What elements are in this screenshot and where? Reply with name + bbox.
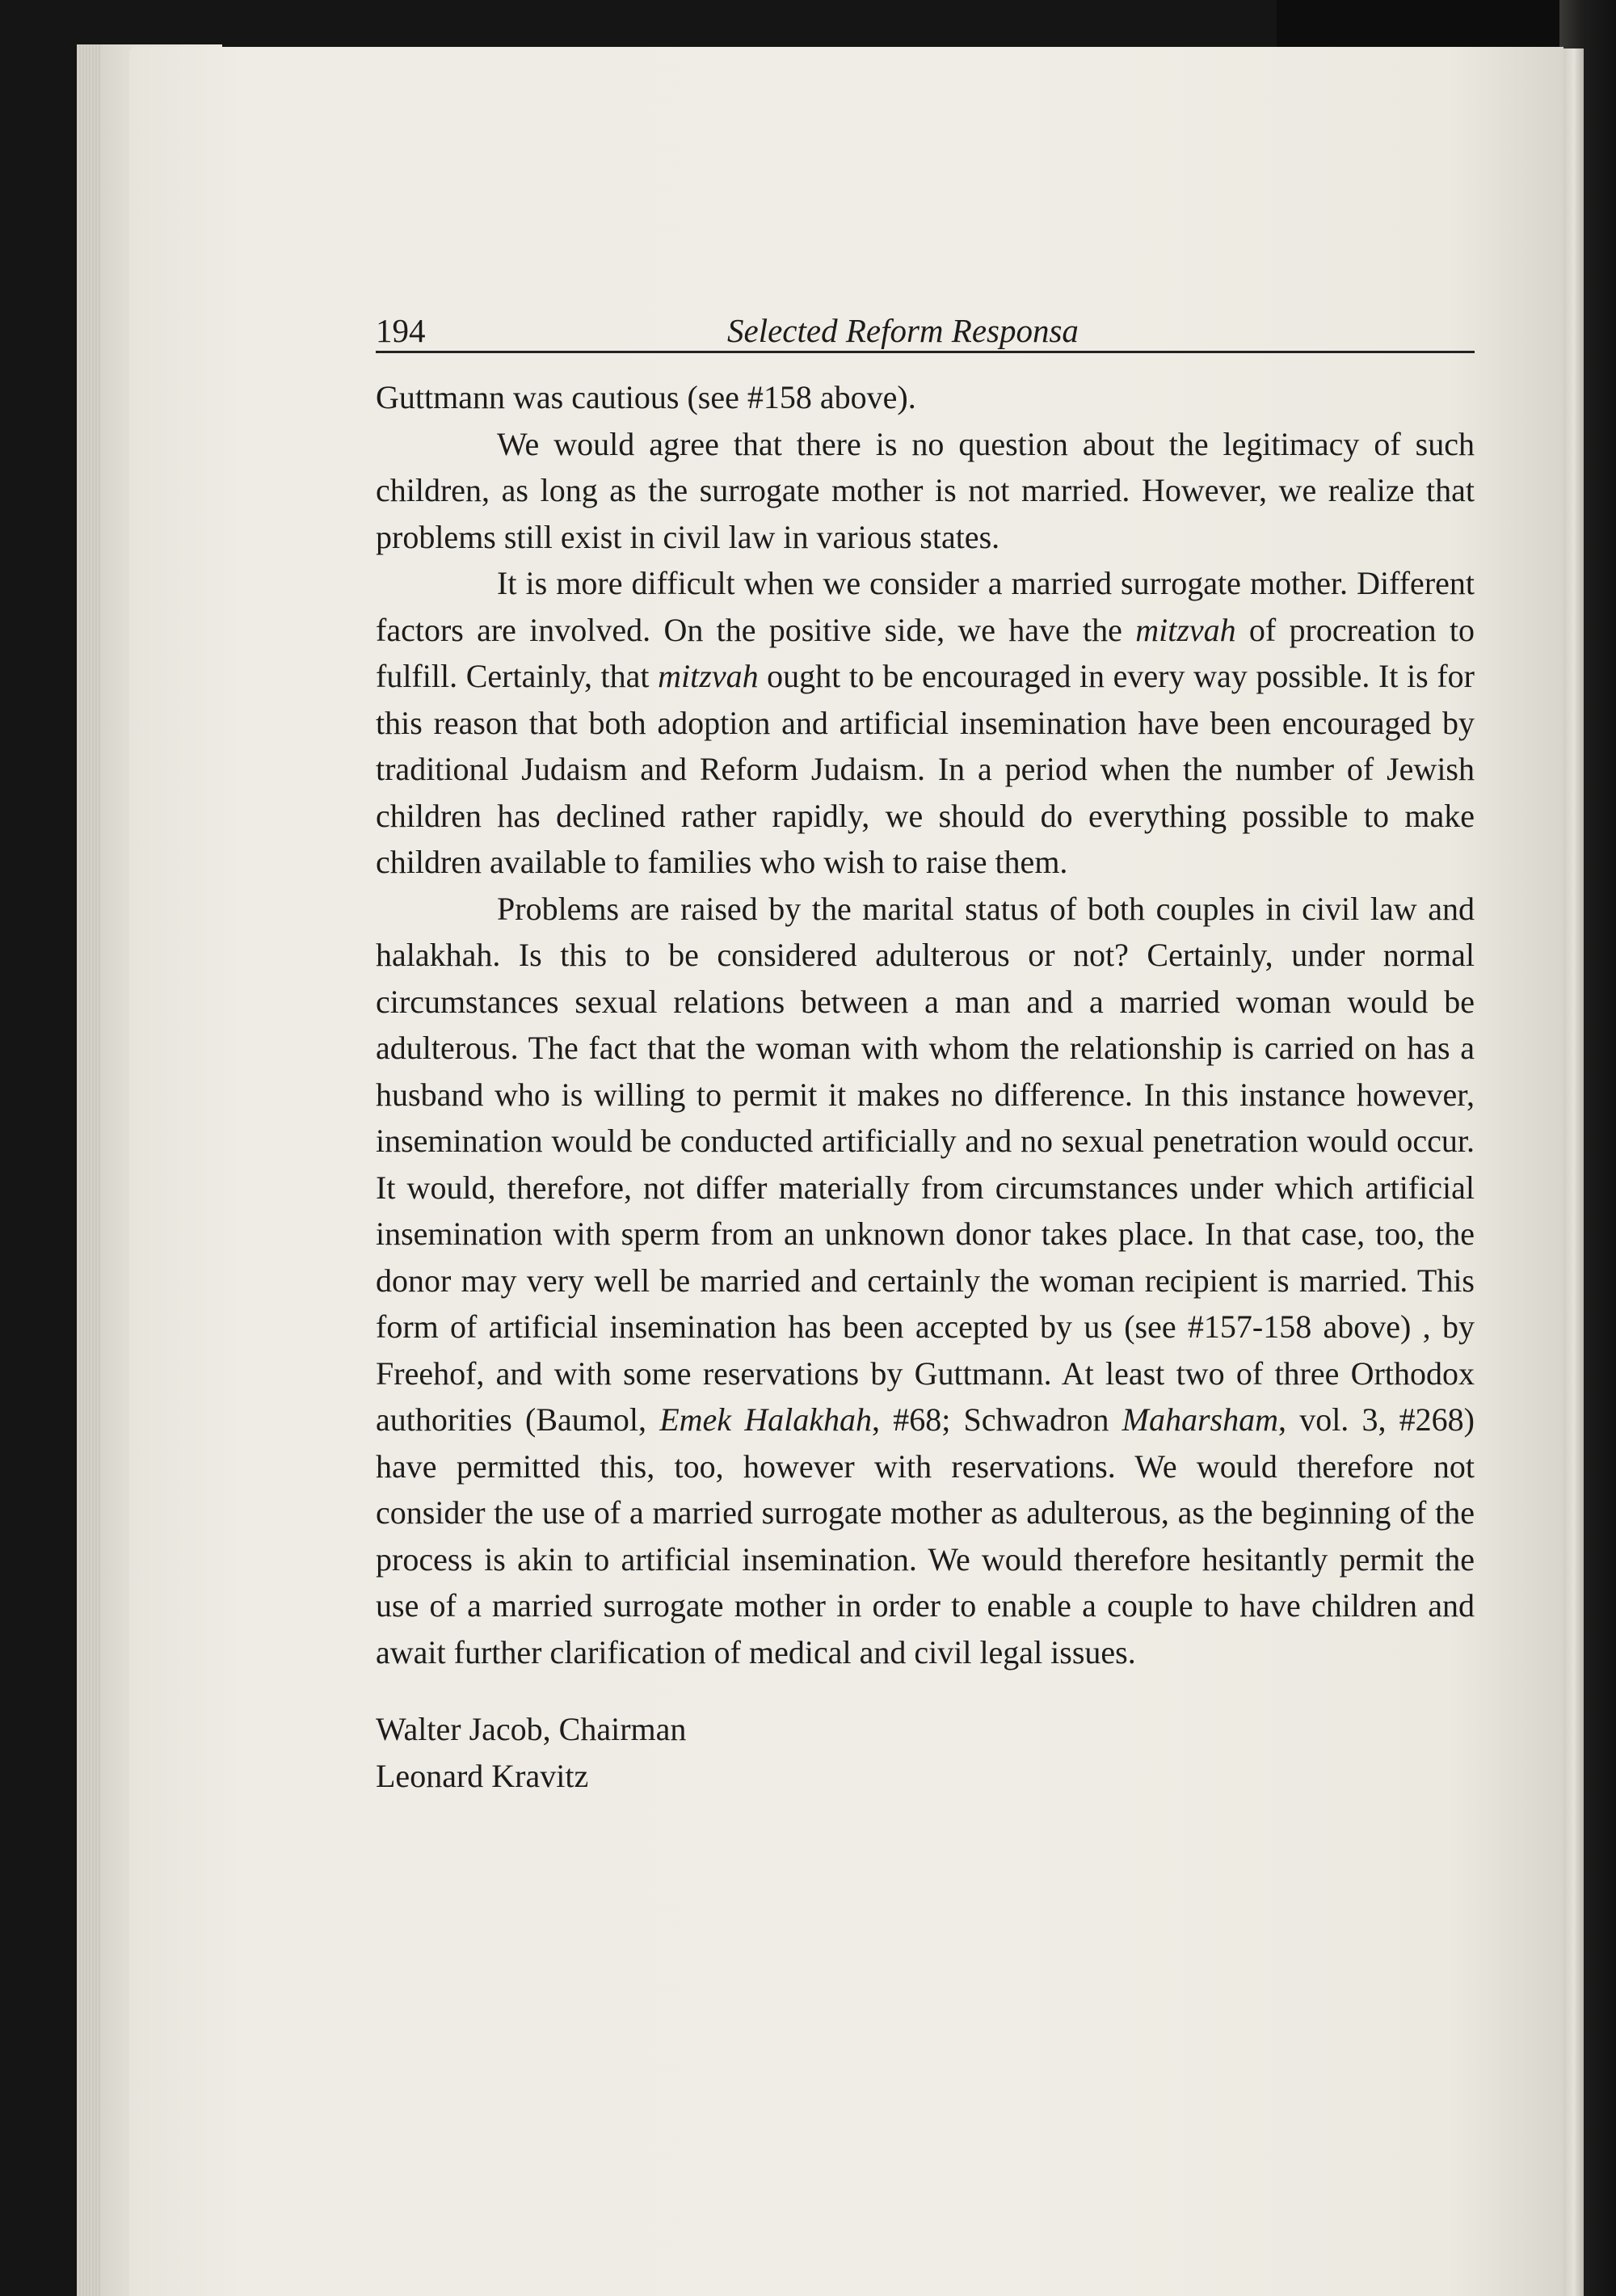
paragraph-4-text-e: , vol. 3, #268) have permitted this, too, however with reservations. We would therefore not consider the use of a married surrogate mother as adulterous, as the beginning of the process is akin to artificial insemination. We would therefore hesitantly permit the use of a married surrogate mother in order to enable a couple to have children and await further clarification of medical and civil legal issues. — [376, 1401, 1475, 1670]
running-head — [376, 307, 1475, 353]
signature-line: Walter Jacob, Chairman — [376, 1711, 687, 1747]
cited-work-emek-halakhah: Emek Halakhah — [659, 1401, 872, 1438]
paragraph-1 — [376, 374, 1475, 421]
paragraph-4-text-a: Problems are raised by the marital status of both couples in civil law and halakhah. Is this to be considered adulterous or not? Certainly, under normal circumstances sexual relations between a man and a married woman would be adulterous. The fact that the woman with whom the relationship is carried on has a husband who is willing to permit it makes no difference. In this instance however, insemination would be conducted artificially and no sexual penetration would occur. It would, therefore, not differ materially from circumstances under which artificial insemination with sperm from an unknown donor takes place. In that case, too, the donor may very well be married and certainly the woman recipient is married. This form of artificial insemination has been accepted by us (see #157-158 above) , by Freehof, and with some reservations by Guttmann. At least two of three Orthodox authorities (Baumol, — [376, 890, 1475, 1438]
cited-work-maharsham: Maharsham — [1122, 1401, 1278, 1438]
page-content — [376, 307, 1475, 1800]
signature-line: Leonard Kravitz — [376, 1758, 589, 1794]
paragraph-3-text-c: of procreation to fulfill. Certainly, that — [376, 611, 1475, 694]
paragraph-4-text-c: , #68; Schwadron — [872, 1401, 1122, 1438]
paragraph-3-text-a: It is more difficult when we consider a married surrogate mother. Different factors are involved. On the positive side, we have the — [376, 565, 1475, 648]
signature-block — [376, 1706, 1475, 1800]
paragraph-3-text-e: ought to be encouraged in every way possible. It is for this reason that both adoption and artificial insemination have been encouraged by traditional Judaism and Reform Judaism. In a period when the number of Jewish children has declined rather rapidly, we should do everything possible to make children available to families who wish to raise them. — [376, 658, 1475, 880]
page-number: 194 — [376, 312, 426, 349]
mitzvah-term: mitzvah — [1135, 611, 1236, 648]
paragraph-2-text: We would agree that there is no question about the legitimacy of such children, as long as the surrogate mother is not married. However, we realize that problems still exist in civil law in various states. — [376, 425, 1475, 555]
book-title: Selected Reform Responsa — [727, 312, 1079, 349]
paragraph-3 — [376, 560, 1475, 886]
mitzvah-term: mitzvah — [658, 658, 759, 694]
paragraph-4 — [376, 886, 1475, 1676]
paragraph-2 — [376, 421, 1475, 561]
paragraph-1-text: Guttmann was cautious (see #158 above). — [376, 379, 916, 415]
body-text — [376, 374, 1475, 1675]
